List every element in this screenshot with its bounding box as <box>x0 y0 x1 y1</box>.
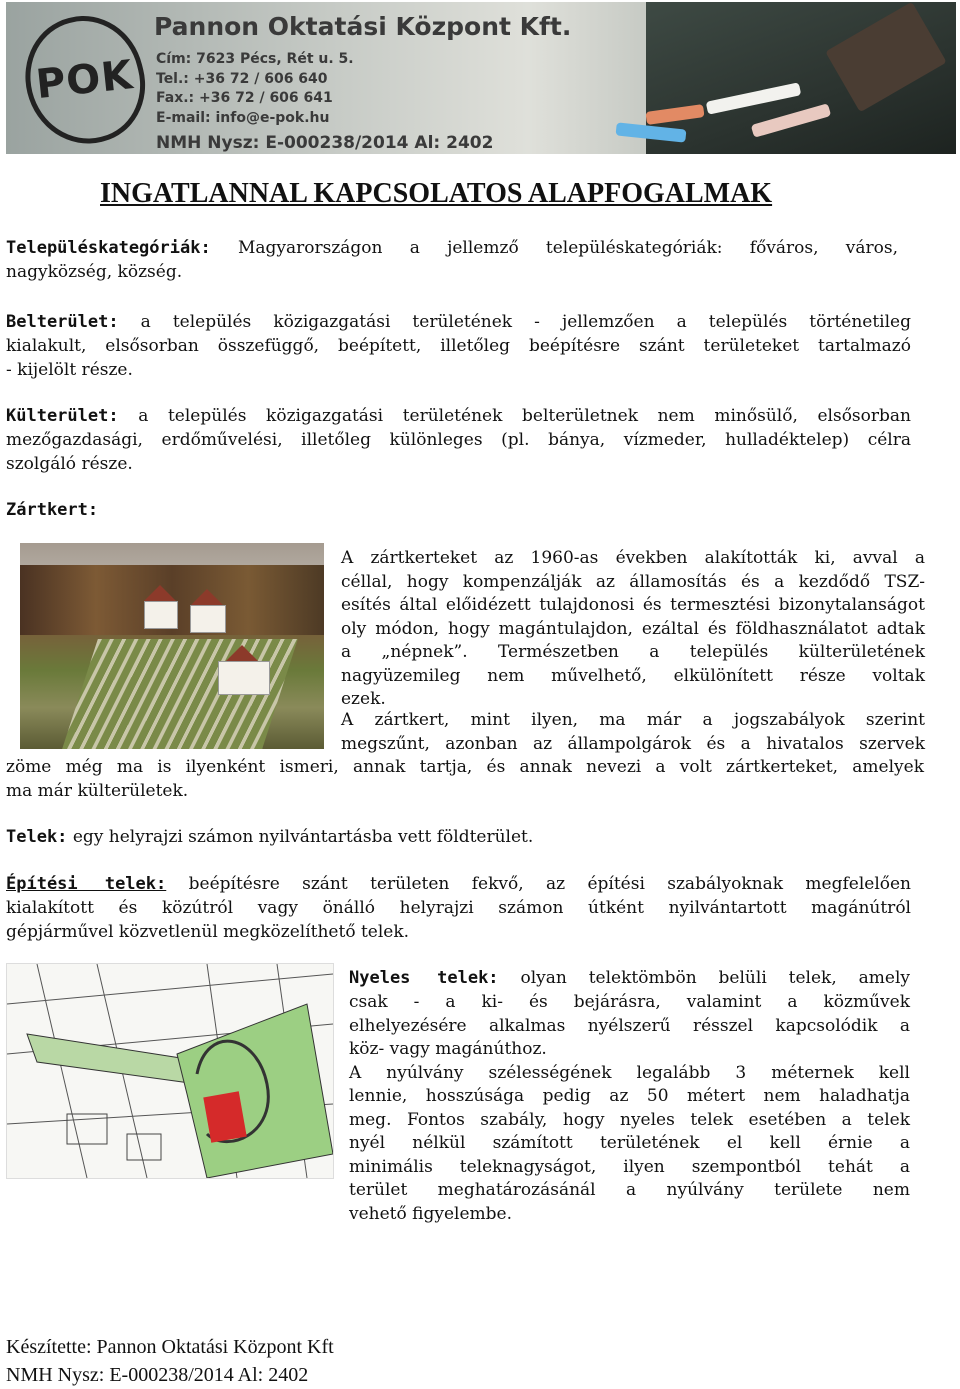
telepules-line2: nagyközség, község. <box>6 262 183 282</box>
roof-image <box>191 589 223 605</box>
telepules-line1 <box>6 236 898 260</box>
zartkert-p1-line: ezek. <box>341 689 386 709</box>
nmh-registration: NMH Nysz: E-000238/2014 Al: 2402 <box>156 133 494 153</box>
epitesi-text: beépítésre szánt területen fekvő, az építési szabályoknak megfelelően <box>188 874 911 894</box>
nyeles-text: olyan telektömbön belüli telek, amely <box>520 968 910 988</box>
term-belterulet: Belterület: <box>6 312 119 332</box>
nyeles-lines-line: minimális teleknagyságot, ilyen szempontból tehát a <box>349 1156 910 1177</box>
roof-image <box>144 585 176 601</box>
zartkert-p1-line: nagyüzemileg nem művelhető, elkülönített része voltak <box>341 665 925 686</box>
footer <box>6 1333 334 1389</box>
epitesi-line2: kialakított és közútról vagy önálló helyrajzi számon útként nyilvántartott magánútról <box>6 898 911 918</box>
site-plan-drawing <box>6 963 334 1179</box>
site-plan-svg <box>7 964 333 1178</box>
plot-handle-area <box>27 1034 197 1084</box>
belterulet-line2: kialakult, elsősorban összefüggő, beépített, illetőleg beépítésre szánt területeket tartalmazó <box>6 336 911 356</box>
footer-registration: NMH Nysz: E-000238/2014 Al: 2402 <box>6 1364 309 1386</box>
nyeles-lines-line: vehető figyelembe. <box>349 1203 512 1224</box>
fax: Fax.: +36 72 / 606 641 <box>156 90 333 106</box>
header-banner <box>6 2 956 154</box>
zartkert-full-line1: zöme még ma is ilyenként ismeri, annak tartja, és annak nevezi a volt zártkerteket, amelyek <box>6 757 924 777</box>
zartkert-p1-line: céllal, hogy kompenzálják az államosítás és a kezdődő TSZ- <box>341 571 925 592</box>
email: E-mail: info@e-pok.hu <box>156 109 330 126</box>
zartkert-p2-line: A zártkert, mint ilyen, ma már a jogszabályok szerint <box>341 710 925 730</box>
term-telek: Telek: <box>6 827 68 847</box>
term-nyeles: Nyeles telek: <box>349 968 499 988</box>
nyeles-lines-line: terület meghatározásánál a nyúlvány területe nem <box>349 1180 910 1200</box>
kulterulet-line2: mezőgazdasági, erdőművelési, illetőleg különleges (pl. bánya, vízmeder, hulladéktelep) célra <box>6 430 911 450</box>
nyeles-line1 <box>349 966 910 990</box>
plot-main-area <box>177 1004 333 1178</box>
phone: Tel.: +36 72 / 606 640 <box>156 70 328 87</box>
nyeles-lines-line: köz- vagy magánúthoz. <box>349 1039 547 1059</box>
term-kulterulet: Külterület: <box>6 406 119 426</box>
nyeles-lines-line: A nyúlvány szélességének legalább 3 méternek kell <box>349 1062 910 1083</box>
logo-text: POK <box>34 52 136 108</box>
contact-block <box>156 50 493 154</box>
kulterulet-text: a település közigazgatási területének belterületnek nem minősülő, elsősorban <box>138 406 911 426</box>
footer-author: Készítette: Pannon Oktatási Központ Kft <box>6 1336 334 1358</box>
zartkert-p1-line: A zártkerteket az 1960-as években alakították ki, avval a <box>341 548 925 568</box>
house-image <box>144 601 178 629</box>
nyeles-lines-line: nyél nélkül számított területének el kell érnie a <box>349 1133 910 1153</box>
epitesi-line3: gépjárművel közvetlenül megközelíthető telek. <box>6 922 410 942</box>
term-zartkert: Zártkert: <box>6 500 99 520</box>
epitesi-line1 <box>6 872 911 896</box>
nyeles-lines-line: elhelyezésére alkalmas nyélszerű résszel kapcsolódik a <box>349 1015 910 1036</box>
zartkert-heading <box>6 498 306 522</box>
telek-line <box>6 825 924 849</box>
house-image <box>190 605 226 633</box>
zartkert-p2-line: megszűnt, azonban az állampolgárok és a hivatalos szervek <box>341 733 925 754</box>
nyeles-lines-line: meg. Fontos szabály, hogy nyeles telek esetében a telek <box>349 1109 910 1130</box>
kulterulet-line3: szolgáló része. <box>6 454 133 474</box>
belterulet-line1 <box>6 310 911 334</box>
document-title: INGATLANNAL KAPCSOLATOS ALAPFOGALMAK <box>100 178 773 209</box>
telek-text: egy helyrajzi számon nyilvántartásba vett földterület. <box>72 827 534 847</box>
zartkert-p1-line: a „népnek”. Természetben a település külterületének <box>341 642 925 662</box>
belterulet-line3: - kijelölt része. <box>6 360 133 380</box>
neighbour-building <box>127 1134 161 1160</box>
vineyard-photo <box>20 543 324 749</box>
address: Cím: 7623 Pécs, Rét u. 5. <box>156 51 354 67</box>
kulterulet-line1 <box>6 404 911 428</box>
company-name: Pannon Oktatási Központ Kft. <box>154 12 572 41</box>
term-epitesi: Építési telek: <box>6 874 167 894</box>
zartkert-p1-line: oly módon, hogy magántulajdon, ezáltal és földhasználatot adtak <box>341 618 925 639</box>
telepules-text: Magyarországon a jellemző településkategóriák: főváros, város, <box>237 238 898 258</box>
roof-image <box>226 645 258 661</box>
nyeles-lines-line: lennie, hosszúsága pedig az 50 métert nem haladhatja <box>349 1086 910 1106</box>
company-logo <box>12 4 157 154</box>
house-image <box>218 661 270 695</box>
nyeles-lines-line: csak - a ki- és bejárásra, valamint a közművek <box>349 992 910 1012</box>
belterulet-text: a település közigazgatási területének - jellemzően a település történetileg <box>140 312 911 332</box>
term-telepules: Településkategóriák: <box>6 238 211 258</box>
zartkert-p1-line: esítés által előidézett tulajdonosi és termesztési bizonytalanságot <box>341 595 925 615</box>
zartkert-full-line2: ma már külterületek. <box>6 781 189 801</box>
